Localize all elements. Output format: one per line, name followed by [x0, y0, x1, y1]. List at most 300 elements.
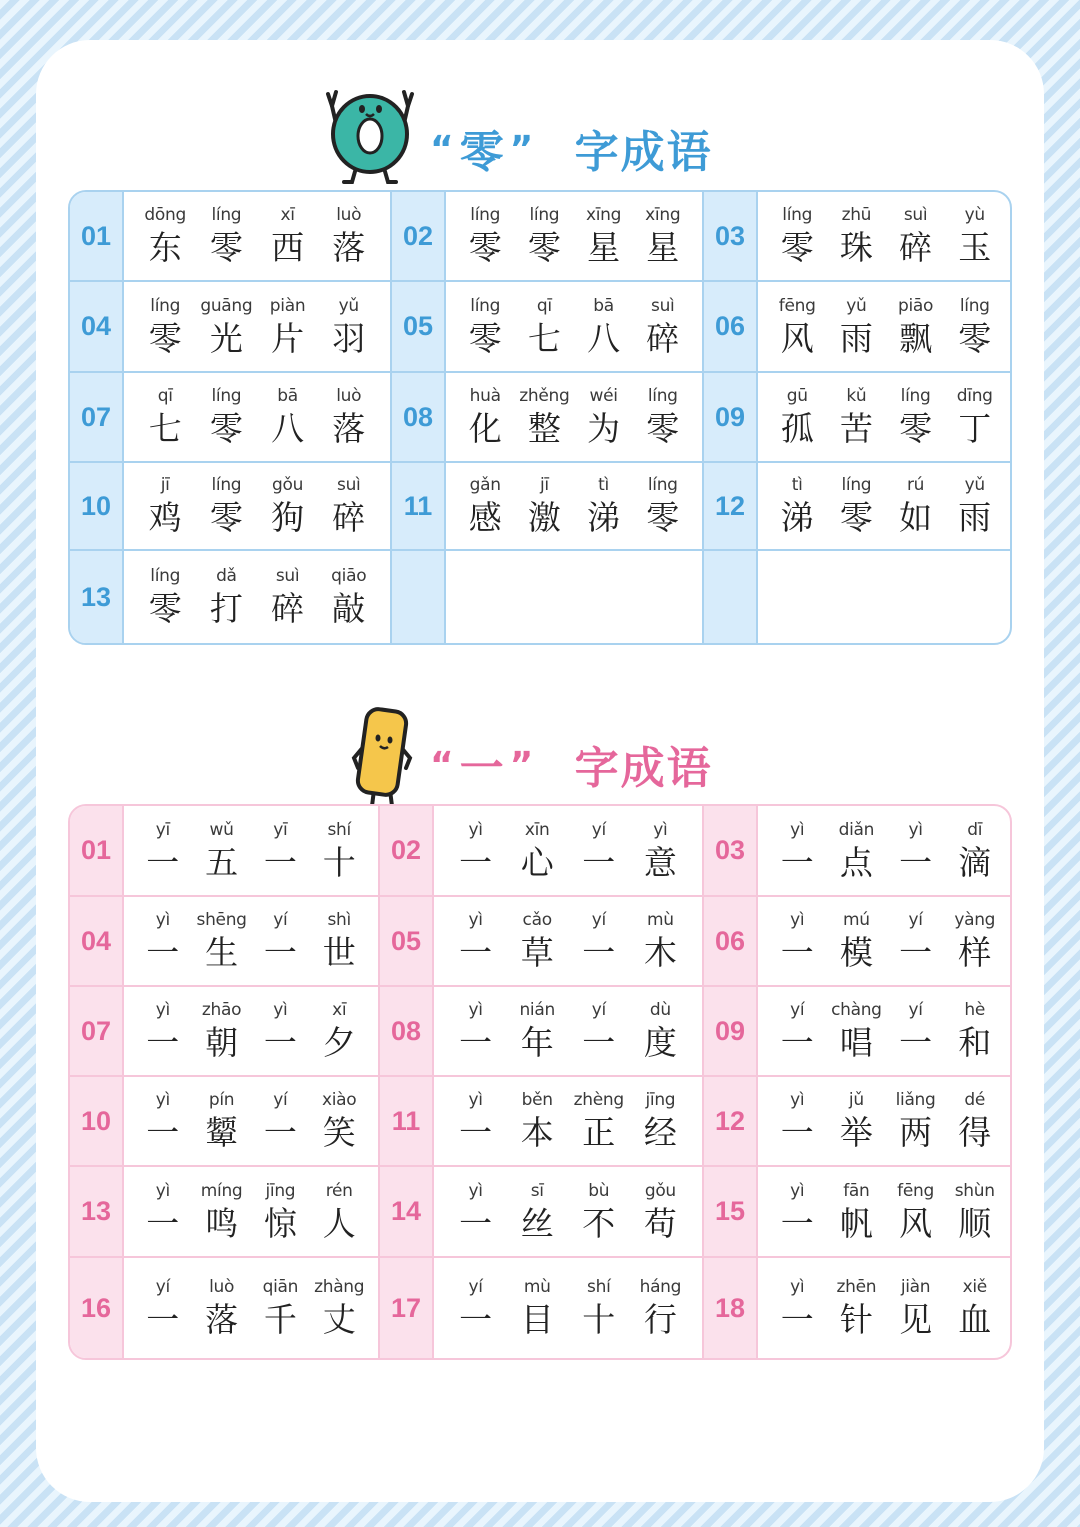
idiom-number: 05: [380, 897, 434, 987]
pinyin-text: bù: [588, 1180, 610, 1201]
idiom-syllable: [252, 1088, 308, 1154]
title-open-quote: “: [430, 129, 456, 170]
pinyin-text: yǔ: [964, 475, 985, 495]
idiom-number: 10: [70, 463, 124, 551]
hanzi-char: 不: [582, 1203, 616, 1243]
hanzi-char: 敲: [332, 589, 366, 628]
idiom-syllable: [576, 203, 632, 269]
pinyin-text: piàn: [269, 295, 306, 316]
idiom-syllable: [137, 203, 193, 269]
hanzi-char: 孤: [780, 409, 814, 448]
hanzi-char: 丝: [520, 1203, 554, 1243]
hanzi-char: 见: [899, 1300, 933, 1339]
idiom-syllable: [828, 294, 884, 360]
idiom-table-one: [68, 804, 1012, 1360]
hanzi-char: 丁: [958, 409, 992, 448]
idiom-syllable: [769, 473, 825, 539]
hanzi-char: 十: [322, 842, 356, 882]
hanzi-char: 狗: [271, 498, 305, 537]
pinyin-text: shí: [327, 819, 351, 840]
hanzi-char: 一: [780, 933, 814, 972]
idiom-number: 08: [380, 987, 434, 1077]
idiom-number: 07: [70, 987, 124, 1077]
idiom-syllable: [516, 203, 572, 269]
pinyin-text: líng: [211, 386, 242, 406]
hanzi-char: 年: [520, 1023, 554, 1062]
pinyin-text: gǎn: [469, 475, 501, 495]
hanzi-char: 星: [587, 228, 621, 267]
pinyin-text: yàng: [954, 910, 996, 930]
pinyin-text: huà: [469, 386, 501, 406]
hanzi-char: 鸣: [205, 1203, 239, 1243]
hanzi-char: 一: [146, 1300, 180, 1339]
hanzi-char: 零: [148, 589, 182, 628]
idiom-cell: [124, 1258, 380, 1358]
hanzi-char: 羽: [332, 318, 366, 358]
pinyin-text: líng: [150, 566, 181, 586]
idiom-cell: [446, 373, 704, 463]
pinyin-text: zhāo: [201, 1000, 242, 1020]
hanzi-char: 一: [899, 1023, 933, 1062]
idiom-number: 04: [70, 897, 124, 987]
hanzi-char: 鸡: [148, 498, 182, 537]
pinyin-text: fēng: [778, 295, 816, 316]
idiom-number: 12: [704, 1077, 758, 1167]
idiom-syllable: [632, 908, 688, 974]
hanzi-char: 一: [780, 1113, 814, 1152]
pinyin-text: líng: [211, 205, 242, 225]
hanzi-char: 零: [899, 409, 933, 448]
hanzi-char: 玉: [958, 228, 992, 267]
idiom-syllable: [321, 294, 377, 360]
idiom-syllable: [947, 818, 1003, 884]
pinyin-text: líng: [150, 295, 181, 316]
idiom-syllable: [194, 998, 250, 1064]
hanzi-char: 一: [263, 842, 297, 882]
hanzi-char: 碎: [899, 228, 933, 267]
pinyin-text: líng: [470, 205, 501, 225]
idiom-syllable: [828, 1275, 884, 1341]
hanzi-char: 一: [263, 933, 297, 972]
idiom-syllable: [571, 818, 627, 884]
pinyin-text: yì: [790, 910, 805, 930]
idiom-syllable: [252, 1275, 308, 1341]
hanzi-char: 零: [209, 228, 243, 267]
idiom-cell: [434, 1167, 704, 1258]
idiom-syllable: [571, 908, 627, 974]
hanzi-char: 雨: [958, 498, 992, 537]
idiom-cell: [758, 1077, 1012, 1167]
idiom-cell: [124, 463, 392, 551]
pinyin-text: yí: [468, 1277, 483, 1297]
hanzi-char: 落: [332, 228, 366, 267]
hanzi-char: 一: [146, 1023, 180, 1062]
idiom-cell: [446, 282, 704, 373]
hanzi-char: 一: [459, 1203, 493, 1243]
hanzi-char: 一: [459, 842, 493, 882]
hanzi-char: 一: [899, 842, 933, 882]
pinyin-text: xīng: [585, 205, 622, 225]
hanzi-char: 七: [527, 318, 561, 358]
idiom-syllable: [457, 473, 513, 539]
pinyin-text: cǎo: [522, 910, 552, 930]
idiom-syllable: [311, 1179, 367, 1245]
hanzi-char: 生: [205, 933, 239, 972]
pinyin-text: suì: [651, 295, 675, 316]
hanzi-char: 正: [582, 1113, 616, 1152]
idiom-syllable: [194, 1179, 250, 1245]
idiom-syllable: [571, 1275, 627, 1341]
empty-idiom-cell: [446, 551, 704, 643]
idiom-cell: [124, 987, 380, 1077]
pinyin-text: dōng: [144, 205, 186, 225]
pinyin-text: dǎ: [216, 566, 237, 586]
idiom-syllable: [137, 294, 193, 360]
idiom-syllable: [311, 908, 367, 974]
pinyin-text: wǔ: [209, 819, 234, 840]
hanzi-char: 顺: [958, 1203, 992, 1243]
idiom-syllable: [571, 998, 627, 1064]
idiom-cell: [124, 806, 380, 897]
idiom-cell: [434, 897, 704, 987]
hanzi-char: 血: [958, 1300, 992, 1339]
idiom-syllable: [198, 564, 254, 630]
pinyin-text: qiān: [262, 1277, 299, 1297]
hanzi-char: 零: [209, 498, 243, 537]
idiom-syllable: [888, 384, 944, 450]
idiom-syllable: [311, 818, 367, 884]
hanzi-char: 零: [209, 409, 243, 448]
idiom-syllable: [448, 818, 504, 884]
pinyin-text: rén: [325, 1180, 353, 1201]
idiom-syllable: [321, 203, 377, 269]
pinyin-text: zhěng: [519, 386, 570, 406]
pinyin-text: yì: [468, 910, 483, 930]
hanzi-char: 颦: [205, 1113, 239, 1152]
hanzi-char: 千: [263, 1300, 297, 1339]
idiom-cell: [434, 1258, 704, 1358]
title-suffix: 字成语: [574, 743, 713, 794]
idiom-syllable: [947, 1275, 1003, 1341]
pinyin-text: jiàn: [900, 1277, 931, 1297]
hanzi-char: 打: [209, 589, 243, 628]
idiom-syllable: [194, 908, 250, 974]
idiom-syllable: [828, 203, 884, 269]
idiom-syllable: [769, 384, 825, 450]
idiom-syllable: [635, 384, 691, 450]
hanzi-char: 朝: [205, 1023, 239, 1062]
idiom-number: 17: [380, 1258, 434, 1358]
idiom-syllable: [137, 384, 193, 450]
idiom-syllable: [135, 908, 191, 974]
idiom-cell: [124, 282, 392, 373]
idiom-syllable: [888, 1275, 944, 1341]
hanzi-char: 零: [527, 228, 561, 267]
idiom-syllable: [137, 564, 193, 630]
pinyin-text: pín: [208, 1090, 235, 1110]
idiom-syllable: [828, 473, 884, 539]
idiom-cell: [124, 1077, 380, 1167]
idiom-syllable: [194, 818, 250, 884]
idiom-cell: [434, 987, 704, 1077]
empty-number-cell: [704, 551, 758, 643]
pinyin-text: qī: [157, 386, 173, 406]
hanzi-char: 七: [148, 409, 182, 448]
pinyin-text: mù: [523, 1277, 551, 1297]
idiom-syllable: [252, 998, 308, 1064]
idiom-syllable: [194, 1088, 250, 1154]
pinyin-text: rú: [906, 475, 925, 495]
hanzi-char: 一: [582, 933, 616, 972]
pinyin-text: yí: [790, 1000, 805, 1020]
pinyin-text: shí: [587, 1277, 611, 1297]
pinyin-text: yì: [155, 1180, 170, 1201]
hanzi-char: 一: [146, 933, 180, 972]
hanzi-char: 夕: [322, 1023, 356, 1062]
idiom-syllable: [252, 908, 308, 974]
idiom-syllable: [888, 203, 944, 269]
pinyin-text: yì: [908, 819, 923, 840]
hanzi-char: 样: [958, 933, 992, 972]
idiom-syllable: [947, 1179, 1003, 1245]
idiom-syllable: [135, 1088, 191, 1154]
hanzi-char: 一: [459, 1023, 493, 1062]
idiom-cell: [446, 192, 704, 282]
idiom-syllable: [769, 294, 825, 360]
hanzi-char: 为: [587, 409, 621, 448]
idiom-syllable: [311, 998, 367, 1064]
idiom-number: 04: [70, 282, 124, 373]
idiom-syllable: [828, 908, 884, 974]
hanzi-char: 惊: [263, 1203, 297, 1243]
pinyin-text: líng: [470, 295, 501, 316]
idiom-syllable: [135, 818, 191, 884]
idiom-cell: [446, 463, 704, 551]
hanzi-char: 苦: [839, 409, 873, 448]
hanzi-char: 零: [148, 318, 182, 358]
pinyin-text: tì: [598, 475, 609, 495]
pinyin-text: yì: [155, 1000, 170, 1020]
hanzi-char: 苟: [643, 1203, 677, 1243]
empty-number-cell: [392, 551, 446, 643]
hanzi-char: 激: [527, 498, 561, 537]
idiom-syllable: [509, 1179, 565, 1245]
idiom-cell: [758, 897, 1012, 987]
idiom-cell: [434, 1077, 704, 1167]
idiom-syllable: [576, 294, 632, 360]
idiom-syllable: [457, 203, 513, 269]
pinyin-text: mù: [647, 910, 674, 930]
pinyin-text: yǔ: [846, 295, 867, 316]
idiom-syllable: [260, 564, 316, 630]
pinyin-text: yì: [155, 910, 170, 930]
pinyin-text: hè: [964, 1000, 986, 1020]
idiom-syllable: [632, 1088, 688, 1154]
hanzi-char: 落: [205, 1300, 239, 1339]
idiom-syllable: [769, 1275, 825, 1341]
pinyin-text: xīn: [524, 819, 550, 840]
idiom-syllable: [828, 1179, 884, 1245]
pinyin-text: guāng: [200, 295, 253, 316]
hanzi-char: 碎: [332, 498, 366, 537]
idiom-syllable: [252, 1179, 308, 1245]
pinyin-text: xiě: [962, 1277, 987, 1297]
hanzi-char: 一: [459, 933, 493, 972]
idiom-syllable: [828, 384, 884, 450]
idiom-syllable: [947, 473, 1003, 539]
pinyin-text: yí: [273, 1090, 288, 1110]
title-open-quote: “: [430, 745, 456, 786]
pinyin-text: běn: [521, 1090, 553, 1110]
hanzi-char: 帆: [839, 1203, 873, 1243]
hanzi-char: 意: [643, 842, 677, 882]
pinyin-text: yì: [273, 1000, 288, 1020]
pinyin-text: yì: [790, 1277, 805, 1297]
idiom-syllable: [260, 203, 316, 269]
idiom-number: 14: [380, 1167, 434, 1258]
hanzi-char: 八: [587, 318, 621, 358]
idiom-syllable: [509, 1088, 565, 1154]
hanzi-char: 碎: [271, 589, 305, 628]
idiom-syllable: [769, 1179, 825, 1245]
idiom-syllable: [516, 473, 572, 539]
idiom-number: 06: [704, 897, 758, 987]
pinyin-text: yī: [273, 819, 288, 840]
hanzi-char: 行: [643, 1300, 677, 1339]
idiom-number: 18: [704, 1258, 758, 1358]
pinyin-text: yì: [468, 1180, 483, 1201]
pinyin-text: luò: [336, 205, 362, 225]
pinyin-text: kǔ: [846, 386, 867, 406]
pinyin-text: piāo: [897, 295, 934, 316]
idiom-cell: [124, 192, 392, 282]
pinyin-text: líng: [959, 295, 990, 316]
pinyin-text: fēng: [897, 1180, 934, 1201]
pinyin-text: xīng: [645, 205, 681, 225]
pinyin-text: líng: [841, 475, 872, 495]
idiom-syllable: [457, 294, 513, 360]
idiom-syllable: [769, 203, 825, 269]
pinyin-text: yì: [468, 1000, 483, 1020]
idiom-number: 11: [392, 463, 446, 551]
idiom-syllable: [260, 384, 316, 450]
pinyin-text: bā: [277, 386, 298, 406]
hanzi-char: 点: [839, 842, 873, 882]
pinyin-text: míng: [200, 1180, 243, 1201]
idiom-syllable: [509, 1275, 565, 1341]
idiom-syllable: [828, 1088, 884, 1154]
hanzi-char: 一: [459, 1113, 493, 1152]
pinyin-text: jīng: [645, 1090, 676, 1110]
hanzi-char: 片: [271, 318, 305, 358]
hanzi-char: 整: [527, 409, 561, 448]
pinyin-text: yì: [653, 819, 668, 840]
pinyin-text: jǔ: [848, 1090, 864, 1110]
hanzi-char: 一: [459, 1300, 493, 1339]
hanzi-char: 木: [643, 933, 677, 972]
hanzi-char: 零: [958, 318, 992, 358]
pinyin-text: yì: [790, 1090, 805, 1110]
hanzi-char: 本: [520, 1113, 554, 1152]
idiom-syllable: [769, 818, 825, 884]
pinyin-text: líng: [647, 475, 678, 495]
idiom-cell: [124, 897, 380, 987]
pinyin-text: suì: [903, 205, 928, 225]
hanzi-char: 针: [839, 1300, 873, 1339]
idiom-syllable: [769, 998, 825, 1064]
section-title-one: [430, 732, 713, 796]
idiom-syllable: [947, 384, 1003, 450]
one-mascot-icon: [350, 706, 414, 810]
idiom-cell: [758, 806, 1012, 897]
idiom-syllable: [828, 998, 884, 1064]
idiom-number: 01: [70, 192, 124, 282]
hanzi-char: 度: [643, 1023, 677, 1062]
pinyin-text: jī: [160, 475, 170, 495]
idiom-number: 07: [70, 373, 124, 463]
idiom-syllable: [947, 908, 1003, 974]
idiom-syllable: [448, 908, 504, 974]
pinyin-text: yù: [964, 205, 985, 225]
idiom-cell: [758, 1258, 1012, 1358]
idiom-syllable: [632, 998, 688, 1064]
idiom-syllable: [448, 1088, 504, 1154]
idiom-number: 09: [704, 987, 758, 1077]
hanzi-char: 零: [468, 228, 502, 267]
idiom-syllable: [576, 473, 632, 539]
idiom-number: 06: [704, 282, 758, 373]
idiom-cell: [758, 463, 1012, 551]
idiom-syllable: [947, 1088, 1003, 1154]
idiom-syllable: [947, 294, 1003, 360]
pinyin-text: líng: [211, 475, 242, 495]
idiom-number: 01: [70, 806, 124, 897]
hanzi-char: 一: [263, 1023, 297, 1062]
idiom-syllable: [135, 998, 191, 1064]
idiom-syllable: [311, 1275, 367, 1341]
idiom-number: 05: [392, 282, 446, 373]
idiom-number: 15: [704, 1167, 758, 1258]
idiom-syllable: [448, 1179, 504, 1245]
hanzi-char: 心: [520, 842, 554, 882]
hanzi-char: 丈: [322, 1300, 356, 1339]
pinyin-text: jī: [539, 475, 549, 495]
pinyin-text: nián: [519, 1000, 555, 1020]
hanzi-char: 零: [646, 498, 680, 537]
hanzi-char: 落: [332, 409, 366, 448]
idiom-syllable: [635, 203, 691, 269]
idiom-syllable: [198, 294, 254, 360]
pinyin-text: yí: [908, 1000, 923, 1020]
hanzi-char: 风: [899, 1203, 933, 1243]
pinyin-text: gǒu: [644, 1180, 676, 1201]
hanzi-char: 一: [780, 1023, 814, 1062]
pinyin-text: gū: [786, 386, 808, 406]
hanzi-char: 世: [322, 933, 356, 972]
pinyin-text: qī: [536, 295, 552, 316]
hanzi-char: 一: [146, 1113, 180, 1152]
idiom-cell: [758, 373, 1012, 463]
idiom-syllable: [635, 294, 691, 360]
pinyin-text: yí: [591, 1000, 606, 1020]
idiom-syllable: [571, 1179, 627, 1245]
idiom-syllable: [828, 818, 884, 884]
hanzi-char: 一: [582, 842, 616, 882]
pinyin-text: yì: [468, 1090, 483, 1110]
pinyin-text: dé: [964, 1090, 986, 1110]
idiom-number: 03: [704, 192, 758, 282]
pinyin-text: suì: [275, 566, 300, 586]
